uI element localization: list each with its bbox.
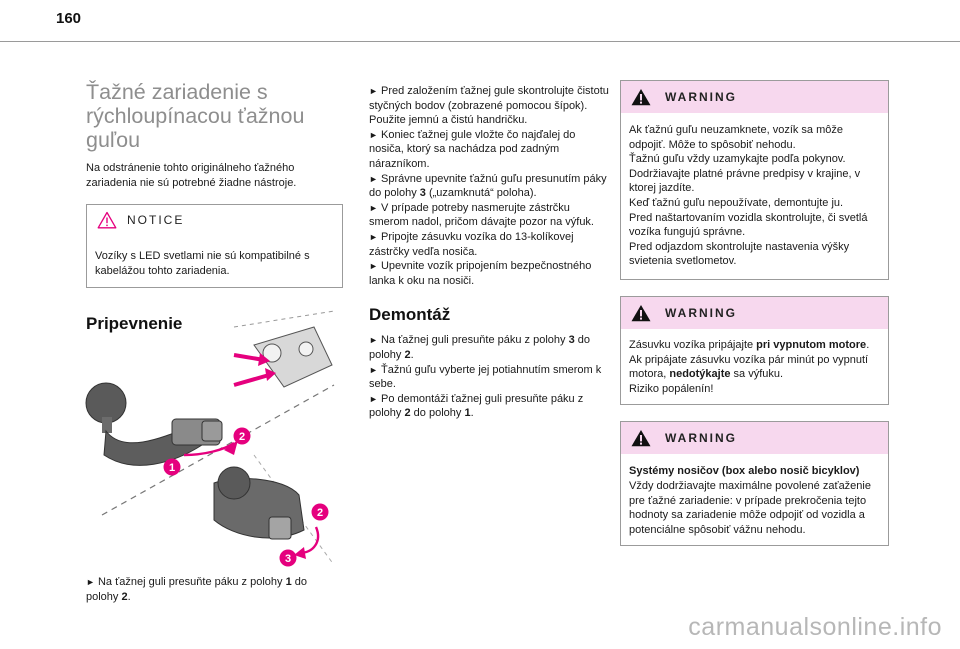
figure-caption: ► Na ťažnej guli presuňte páku z polohy 1 do polohy 2.: [86, 576, 307, 603]
header-divider: [0, 41, 960, 42]
step-arrow-icon: ►: [369, 202, 378, 213]
step-arrow-icon: ►: [86, 577, 95, 587]
svg-text:2: 2: [238, 431, 246, 443]
page-title: Ťažné zariadenie s rýchloupínacou ťažnou guľou: [86, 80, 305, 152]
warning-title: WARNING: [665, 305, 737, 320]
step-arrow-icon: ►: [369, 231, 378, 242]
position-marker-3: [280, 550, 297, 567]
svg-text:1: 1: [168, 462, 176, 474]
step-item: ► Koniec ťažnej gule vložte čo najďalej do nosiča, ktorý sa nachádza pod zadným nárazníkom.: [369, 128, 576, 170]
step-arrow-icon: ►: [369, 393, 378, 404]
notice-text: Vozíky s LED svetlami nie sú kompatibilné s kabelážou tohto zariadenia.: [95, 250, 310, 277]
position-marker-1: [164, 459, 181, 476]
warning-text: Zásuvku vozíka pripájajte pri vypnutom motore. Ak pripájate zásuvku vozíka pár minút po vypnutí motora, nedotýkajte sa výfuku. Riziko popálenín!: [629, 338, 870, 395]
middle-column: [369, 84, 609, 421]
notice-box: [86, 204, 343, 288]
watermark: carmanualsonline.info: [688, 613, 942, 641]
warning-box-1: [620, 80, 889, 280]
removal-step: ► Po demontáži ťažnej guli presuňte páku z polohy 2 do polohy 1.: [369, 392, 584, 420]
notice-triangle-icon: [97, 211, 117, 229]
intro-text: Na odstránenie tohto originálneho ťažného zariadenia nie sú potrebné žiadne nástroje.: [86, 162, 297, 189]
tow-ball-lower: [214, 467, 304, 539]
step-arrow-icon: ►: [369, 335, 378, 346]
right-column: [620, 80, 888, 546]
removal-step: ► Ťažnú guľu vyberte jej potiahnutím smerom k sebe.: [369, 363, 602, 391]
step-item: ► Pripojte zásuvku vozíka do 13-kolíkovej zástrčky vedľa nosiča.: [369, 230, 574, 258]
warning-box-3: [620, 421, 889, 546]
step-item: ► Správne upevnite ťažnú guľu presunutím páky do polohy 3 („uzamknutá“ poloha).: [369, 172, 607, 200]
warning-triangle-icon: [631, 88, 651, 106]
svg-text:2: 2: [316, 507, 324, 519]
step-arrow-icon: ►: [369, 173, 378, 184]
warning-box-2: [620, 296, 889, 405]
warning-text: Systémy nosičov (box alebo nosič bicyklov) Vždy dodržiavajte maximálne povolené zaťaženie pre ťažné zariadenie: v prípade prekročenia tejto hodnoty sa zariadenie môže odpojiť od vozidla a potenciálne spôsobiť vážnu nehodu.: [629, 465, 871, 536]
warning-triangle-icon: [631, 429, 651, 447]
step-item: ► Upevnite vozík pripojením bezpečnostného lanka k oku na nosiči.: [369, 260, 592, 287]
step-item: ► Pred založením ťažnej gule skontrolujte čistotu styčných bodov (zobrazené pomocou šípok). Použite jemnú a čistú handričku.: [369, 85, 609, 127]
section-title-removal: Demontáž: [369, 305, 451, 325]
left-column: [86, 80, 342, 334]
step-arrow-icon: ►: [369, 364, 378, 375]
step-item: ► V prípade potreby nasmerujte zástrčku smerom nadol, pričom dávajte pozor na výfuk.: [369, 201, 594, 229]
page-number: 160: [56, 10, 82, 27]
step-arrow-icon: ►: [369, 261, 378, 272]
position-marker-2-bottom: [312, 504, 329, 521]
section-title-attach: Pripevnenie: [86, 314, 183, 334]
warning-triangle-icon: [631, 304, 651, 322]
notice-title: NOTICE: [127, 213, 185, 228]
removal-step: ► Na ťažnej guli presuňte páku z polohy 3 do polohy 2.: [369, 334, 590, 361]
tow-bar-illustration: [84, 305, 344, 577]
warning-title: WARNING: [665, 90, 737, 104]
position-marker-2-top: [234, 428, 251, 445]
step-arrow-icon: ►: [369, 129, 378, 140]
warning-text: Ak ťažnú guľu neuzamknete, vozík sa môže odpojiť. Môže to spôsobiť nehodu. Ťažnú guľu vždy uzamykajte podľa pokynov. Dodržiavajte platné právne predpisy v krajine, v ktorej jazdíte. Keď ťažnú guľu nepoužívate, demontujte ju. Pred naštartovaním vozidla skontrolujte, či svetlá vozíka fungujú správne. Pred odjazdom skontrolujte nastavenia výšky svietenia svetlometov.: [629, 124, 868, 268]
svg-text:3: 3: [284, 553, 292, 565]
step-arrow-icon: ►: [369, 86, 378, 96]
warning-title: WARNING: [665, 431, 737, 446]
